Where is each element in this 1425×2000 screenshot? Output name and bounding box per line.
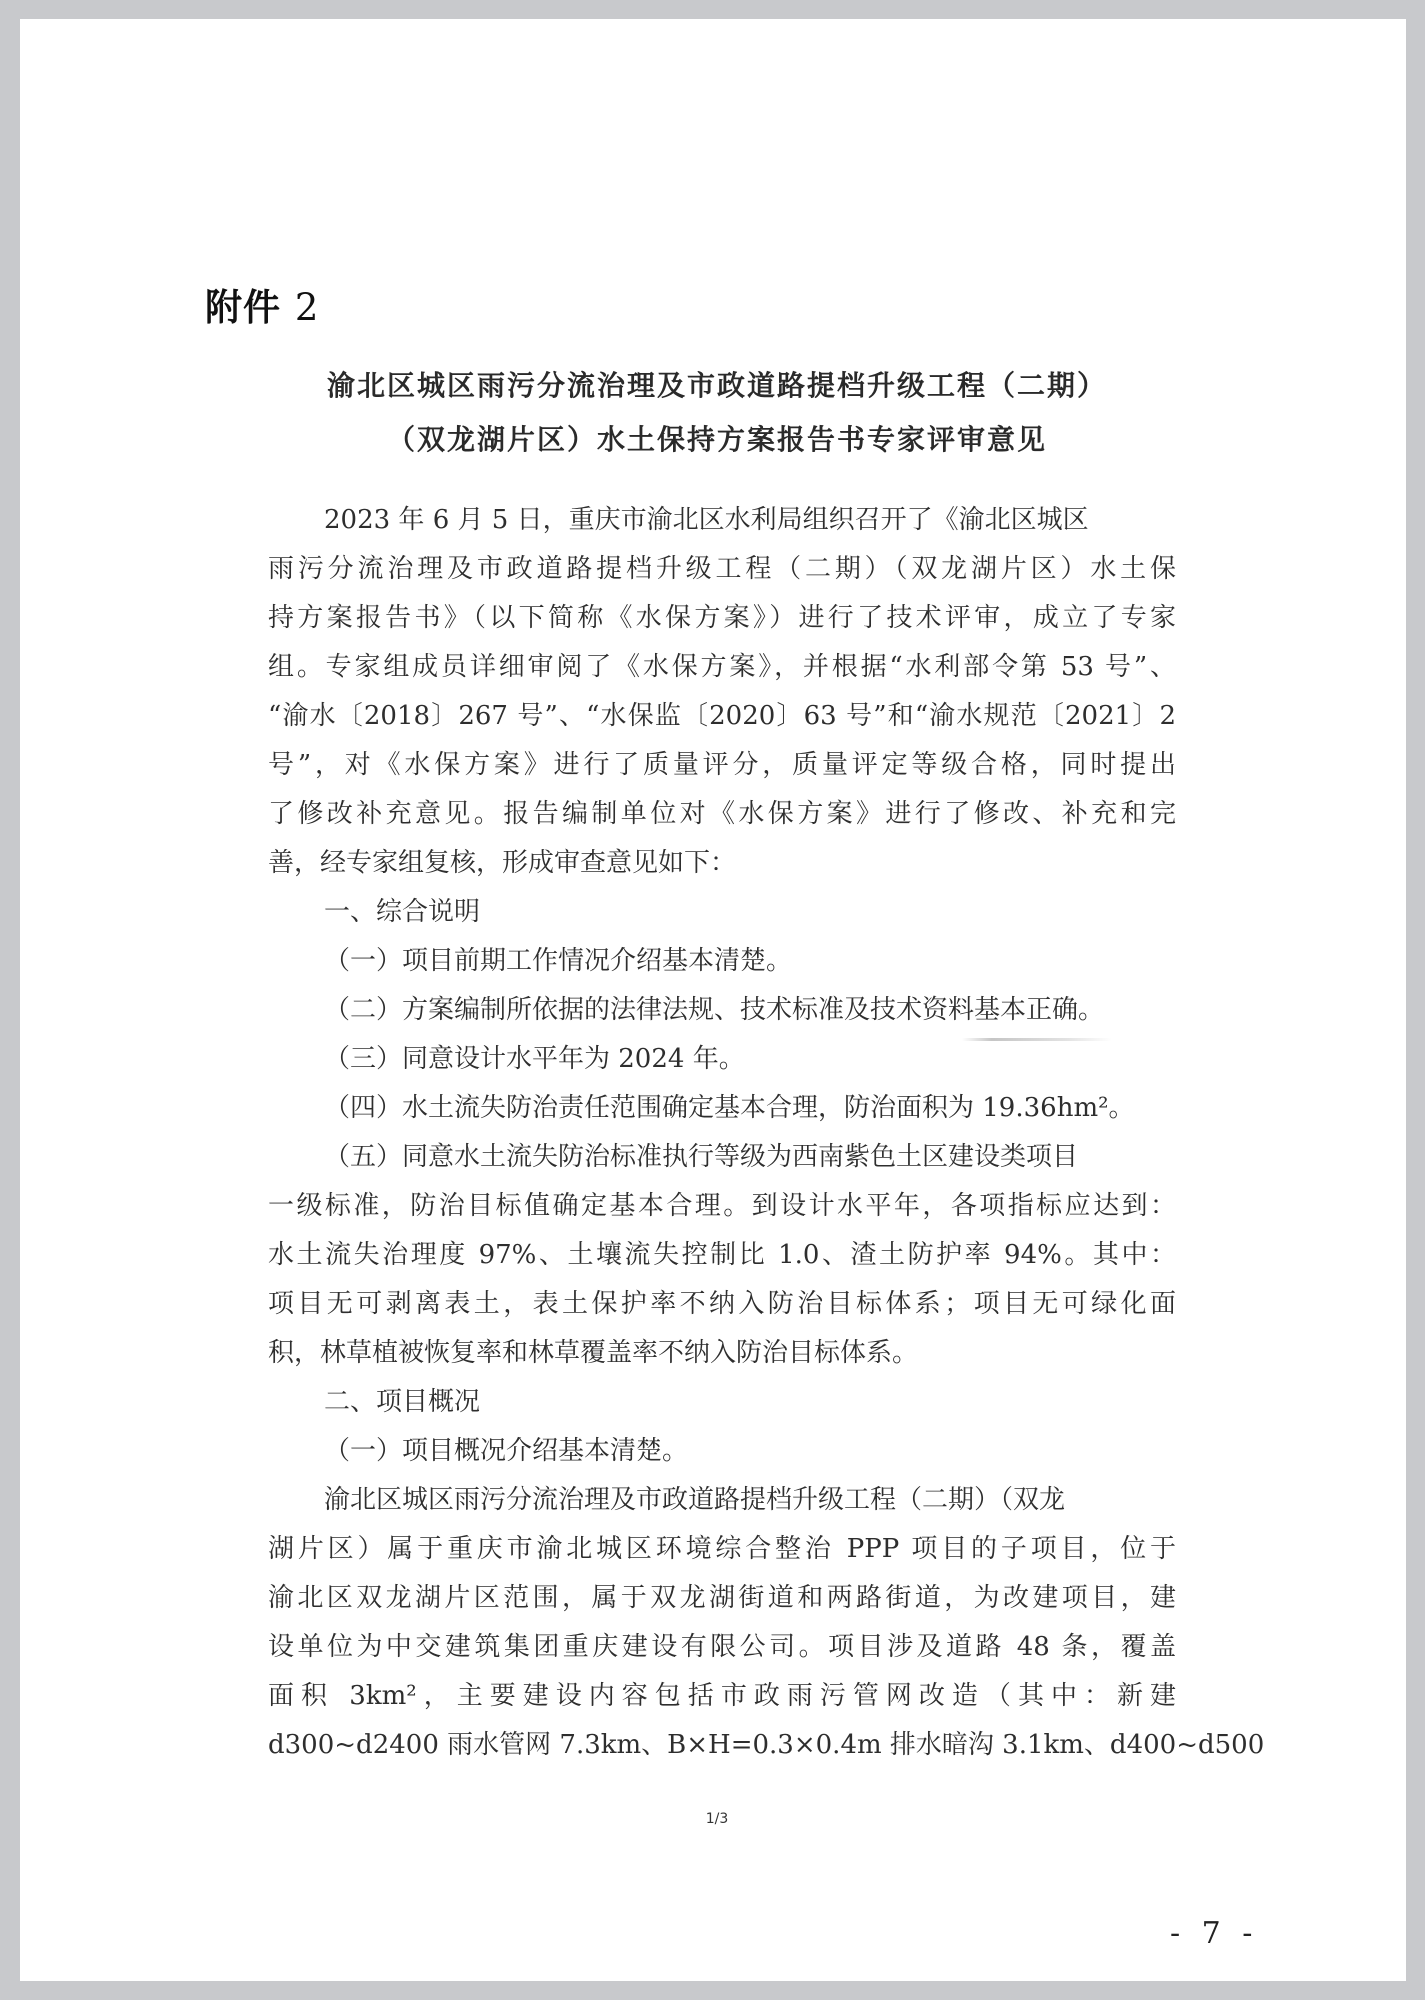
body-line: 了修改补充意见。报告编制单位对《水保方案》进行了修改、补充和完	[268, 799, 1176, 829]
body-line: 设单位为中交建筑集团重庆建设有限公司。项目涉及道路 48 条，覆盖	[268, 1632, 1176, 1662]
page-number: - 7 -	[1170, 1916, 1259, 1951]
section-heading: 一、综合说明	[324, 897, 481, 927]
body-line: （四）水土流失防治责任范围确定基本合理，防治面积为 19.36hm²。	[324, 1093, 1135, 1123]
scan-page-number: 1/3	[705, 1811, 729, 1827]
attachment-label-text: 附件	[205, 286, 281, 329]
body-line: 水土流失治理度 97%、土壤流失控制比 1.0、渣土防护率 94%。其中：	[268, 1240, 1176, 1270]
body-line: （五）同意水土流失防治标准执行等级为西南紫色土区建设类项目	[324, 1142, 1079, 1172]
body-line: 持方案报告书》（以下简称《水保方案》）进行了技术评审，成立了专家	[268, 603, 1176, 633]
section-heading: 二、项目概况	[324, 1387, 481, 1417]
scan-artifact	[962, 1038, 1112, 1041]
body-line: 积，林草植被恢复率和林草覆盖率不纳入防治目标体系。	[268, 1338, 919, 1368]
body-line: 项目无可剥离表土，表土保护率不纳入防治目标体系；项目无可绿化面	[268, 1289, 1176, 1319]
body-line: 湖片区）属于重庆市渝北城区环境综合整治 PPP 项目的子项目，位于	[268, 1534, 1176, 1564]
body-line: 面积 3km²，主要建设内容包括市政雨污管网改造（其中：新建	[268, 1681, 1176, 1711]
document-title-line-2: （双龙湖片区）水土保持方案报告书专家评审意见	[386, 423, 1047, 456]
document-page	[20, 19, 1406, 1981]
body-line: 雨污分流治理及市政道路提档升级工程（二期）（双龙湖片区）水土保	[268, 554, 1176, 584]
body-line: “渝水〔2018〕267 号”、“水保监〔2020〕63 号”和“渝水规范〔2021〕2	[268, 701, 1176, 731]
body-line: 渝北区城区雨污分流治理及市政道路提档升级工程（二期）（双龙	[324, 1485, 1066, 1515]
body-line: 一级标准，防治目标值确定基本合理。到设计水平年，各项指标应达到：	[268, 1191, 1176, 1221]
attachment-label	[205, 277, 319, 331]
body-line: 善，经专家组复核，形成审查意见如下：	[268, 848, 737, 878]
body-line: （一）项目前期工作情况介绍基本清楚。	[324, 946, 793, 976]
scanned-document	[242, 346, 1265, 1846]
attachment-number: 2	[294, 286, 320, 329]
body-line: d300~d2400 雨水管网 7.3km、B×H=0.3×0.4m 排水暗沟 3.1km、d400~d500	[268, 1730, 1265, 1760]
body-line: 2023 年 6 月 5 日，重庆市渝北区水利局组织召开了《渝北区城区	[324, 505, 1089, 535]
body-line: 组。专家组成员详细审阅了《水保方案》，并根据“水利部令第 53 号”、	[268, 652, 1176, 682]
body-line: 渝北区双龙湖片区范围，属于双龙湖街道和两路街道，为改建项目，建	[268, 1583, 1176, 1613]
body-line: 号”，对《水保方案》进行了质量评分，质量评定等级合格，同时提出	[268, 750, 1176, 780]
body-line: （二）方案编制所依据的法律法规、技术标准及技术资料基本正确。	[324, 995, 1105, 1025]
document-title-line-1: 渝北区城区雨污分流治理及市政道路提档升级工程（二期）	[326, 369, 1107, 402]
body-line: （三）同意设计水平年为 2024 年。	[324, 1044, 745, 1074]
body-line: （一）项目概况介绍基本清楚。	[324, 1436, 689, 1466]
